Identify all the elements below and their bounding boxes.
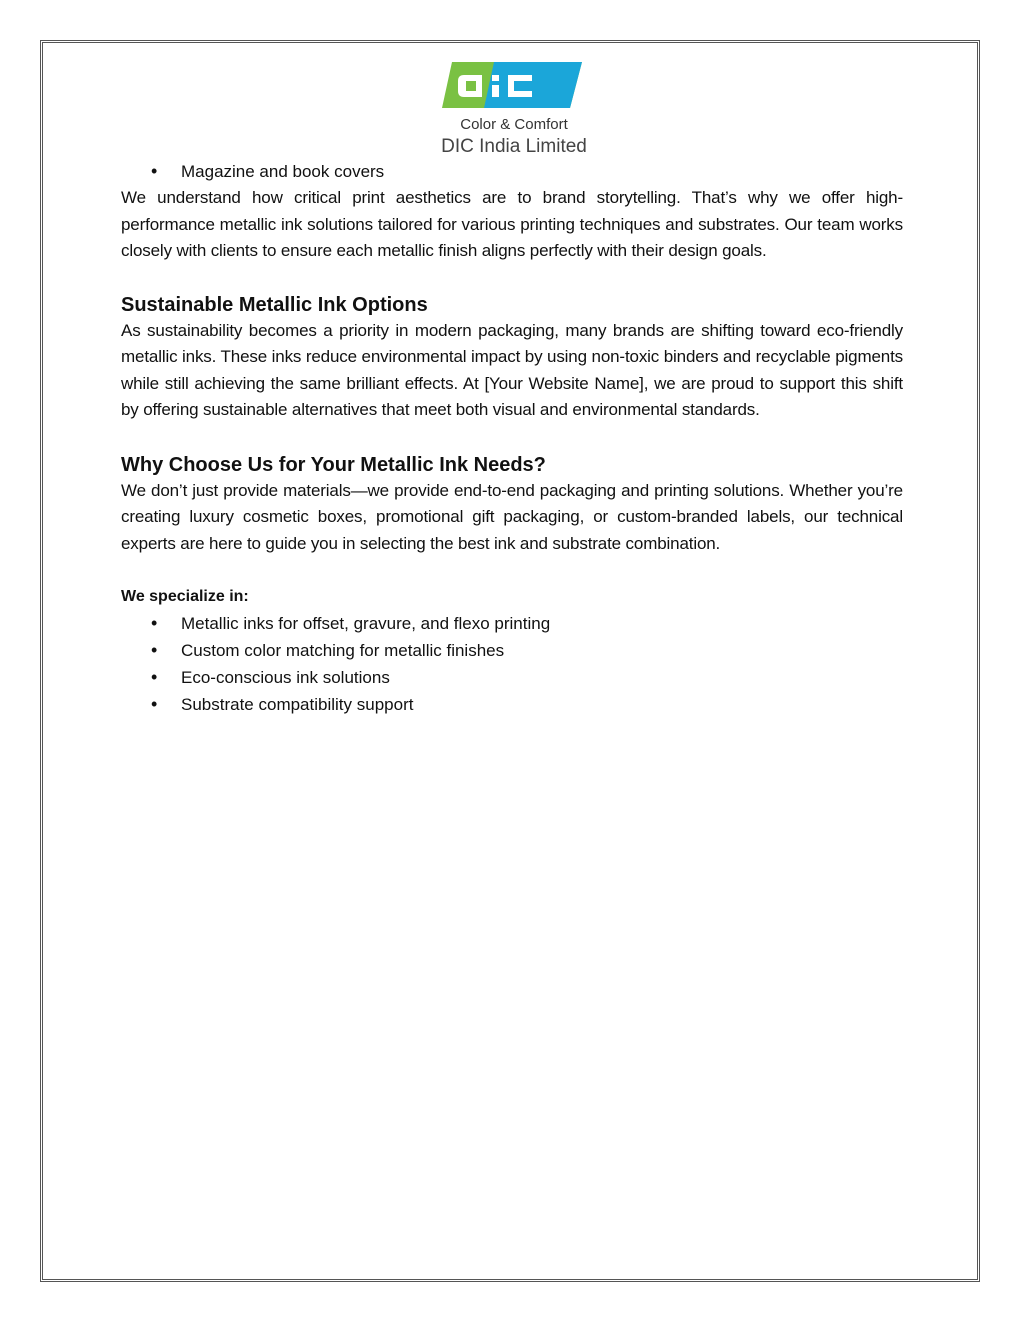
intro-paragraph: We understand how critical print aesthetics are to brand storytelling. That’s why we offer high-performance metallic ink solutions tailored for various printing techniques and substrates. Our team works closely with clients to ensure each metallic finish aligns perfectly with their design goals. [121, 188, 903, 260]
dic-logo-mark [442, 60, 582, 110]
intro-bullet-list [121, 158, 903, 185]
list-item: • Magazine and book covers [121, 158, 903, 185]
specialize-label: We specialize in: [121, 588, 249, 605]
section-paragraph-why-choose-us: We don’t just provide materials—we provide end-to-end packaging and printing solutions. Whether you’re creating luxury cosmetic boxes, promotional gift packaging, or custom-branded labels, our technical experts are here to guide you in selecting the best ink and substrate combination. [121, 480, 903, 553]
specialize-bullet-list [121, 610, 903, 718]
document-body [121, 158, 903, 718]
logo-company-name: DIC India Limited [441, 136, 587, 157]
section-heading-sustainable: Sustainable Metallic Ink Options [121, 293, 428, 316]
list-item: • Metallic inks for offset, gravure, and flexo printing [121, 610, 903, 637]
logo-tagline: Color & Comfort [460, 116, 568, 133]
list-item: • Custom color matching for metallic finishes [121, 637, 903, 664]
list-item: • Substrate compatibility support [121, 691, 903, 718]
section-paragraph-sustainable: As sustainability becomes a priority in modern packaging, many brands are shifting toward eco-friendly metallic inks. These inks reduce environmental impact by using non-toxic binders and recyclable pigments while still achieving the same brilliant effects. At [Your Website Name], we are proud to support this shift by offering sustainable alternatives that meet both visual and environmental standards. [121, 320, 903, 419]
company-logo [424, 58, 604, 162]
list-item: • Eco-conscious ink solutions [121, 664, 903, 691]
section-heading-why-choose-us: Why Choose Us for Your Metallic Ink Needs? [121, 453, 546, 476]
